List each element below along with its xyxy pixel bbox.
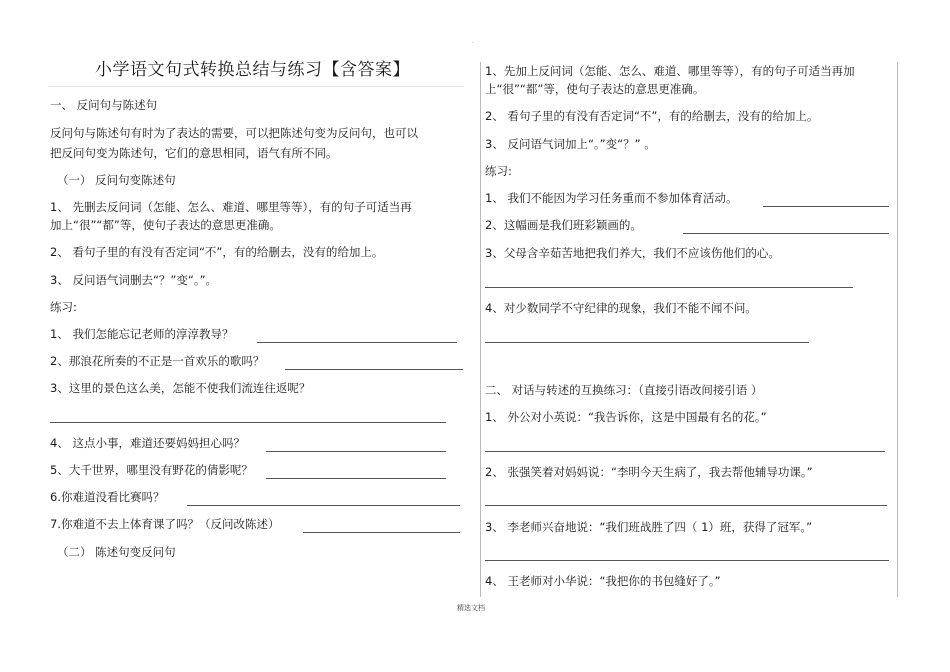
title-divider	[48, 86, 464, 87]
intro-line-2: 把反问句变为陈述句，它们的意思相同，语气有所不同。	[50, 146, 338, 160]
subsection-2-heading: （二） 陈述句变反问句	[57, 545, 176, 559]
answer-line-l1[interactable]	[257, 342, 457, 343]
answer-line-r1[interactable]	[763, 206, 889, 207]
answer-line-r4[interactable]	[485, 342, 809, 343]
dialogue-1: 1、 外公对小英说：“我告诉你，这是中国最有名的花。”	[485, 410, 767, 424]
answer-line-r2[interactable]	[683, 233, 889, 234]
dialogue-2: 2、 张强笑着对妈妈说：“李明今天生病了，我去帮他辅导功课。”	[485, 465, 813, 479]
left-rule-1-line-2: 加上“很”“都”等，使句子表达的意思更准确。	[50, 218, 281, 232]
subsection-1-heading: （一） 反问句变陈述句	[57, 173, 176, 187]
right-column-right-border	[897, 62, 898, 597]
answer-line-l5[interactable]	[266, 478, 446, 479]
left-question-6: 6.你难道没看比赛吗？	[50, 490, 165, 504]
page-footer: 精选文档	[457, 604, 485, 612]
left-question-1: 1、 我们怎能忘记老师的淳淳教导？	[50, 327, 234, 341]
right-column-left-border	[480, 62, 481, 597]
right-question-4: 4、对少数同学不守纪律的现象，我们不能不闻不问。	[485, 301, 757, 315]
right-rule-1-line-1: 1、先加上反问词（怎能、怎么、难道、哪里等等），有的句子可适当再加	[485, 64, 855, 78]
answer-line-l3[interactable]	[50, 422, 446, 423]
left-rule-1-line-1: 1、 先删去反问词（怎能、怎么、难道、哪里等等），有的句子可适当再	[50, 200, 412, 214]
page-title: 小学语文句式转换总结与练习【含答案】	[95, 60, 410, 80]
left-practice-label: 练习:	[50, 300, 77, 314]
left-question-7: 7.你难道不去上体育课了吗？（反问改陈述）	[50, 517, 280, 531]
top-mark: ·	[472, 40, 474, 47]
left-question-5: 5、大千世界，哪里没有野花的倩影呢？	[50, 463, 253, 477]
left-rule-2: 2、 看句子里的有没有否定词“不”，有的给删去，没有的给加上。	[50, 245, 384, 259]
dialogue-3: 3、 李老师兴奋地说：“我们班战胜了四（ 1）班，获得了冠军。”	[485, 520, 813, 534]
left-question-3: 3、这里的景色这么美，怎能不使我们流连往返呢？	[50, 381, 311, 395]
right-rule-1-line-2: 上“很”“都”等，使句子表达的意思更准确。	[485, 82, 705, 96]
section-1-heading: 一、 反问句与陈述句	[50, 98, 158, 112]
answer-line-l6[interactable]	[187, 505, 460, 506]
right-rule-3: 3、 反问语气词加上“。”变“？” 。	[485, 137, 656, 151]
answer-line-l4[interactable]	[266, 451, 446, 452]
left-question-2: 2、那浪花所奏的不正是一首欢乐的歌吗？	[50, 354, 265, 368]
left-question-4: 4、 这点小事，难道还要妈妈担心吗？	[50, 436, 245, 450]
right-practice-label: 练习:	[485, 164, 512, 178]
dialogue-4: 4、 王老师对小华说：“我把你的书包缝好了。”	[485, 574, 721, 588]
answer-line-d1[interactable]	[485, 451, 885, 452]
right-rule-2: 2、 看句子里的有没有否定词“不”，有的给删去，没有的给加上。	[485, 109, 819, 123]
answer-line-r3[interactable]	[485, 287, 853, 288]
right-question-3: 3、父母含辛茹苦地把我们养大，我们不应该伤他们的心。	[485, 246, 780, 260]
intro-line-1: 反问句与陈述句有时为了表达的需要，可以把陈述句变为反问句，也可以	[50, 126, 418, 140]
left-rule-3: 3、 反问语气词删去“？”变“。”。	[50, 273, 218, 287]
answer-line-l7[interactable]	[303, 532, 460, 533]
right-question-1: 1、 我们不能因为学习任务重而不参加体育活动。	[485, 191, 738, 205]
answer-line-l2[interactable]	[285, 369, 463, 370]
right-question-2: 2、这幅画是我们班彩颖画的。	[485, 218, 642, 232]
answer-line-d3[interactable]	[485, 560, 889, 561]
answer-line-d2[interactable]	[485, 505, 887, 506]
section-2-heading: 二、 对话与转述的互换练习：（直接引语改间接引语 ）	[485, 383, 763, 397]
